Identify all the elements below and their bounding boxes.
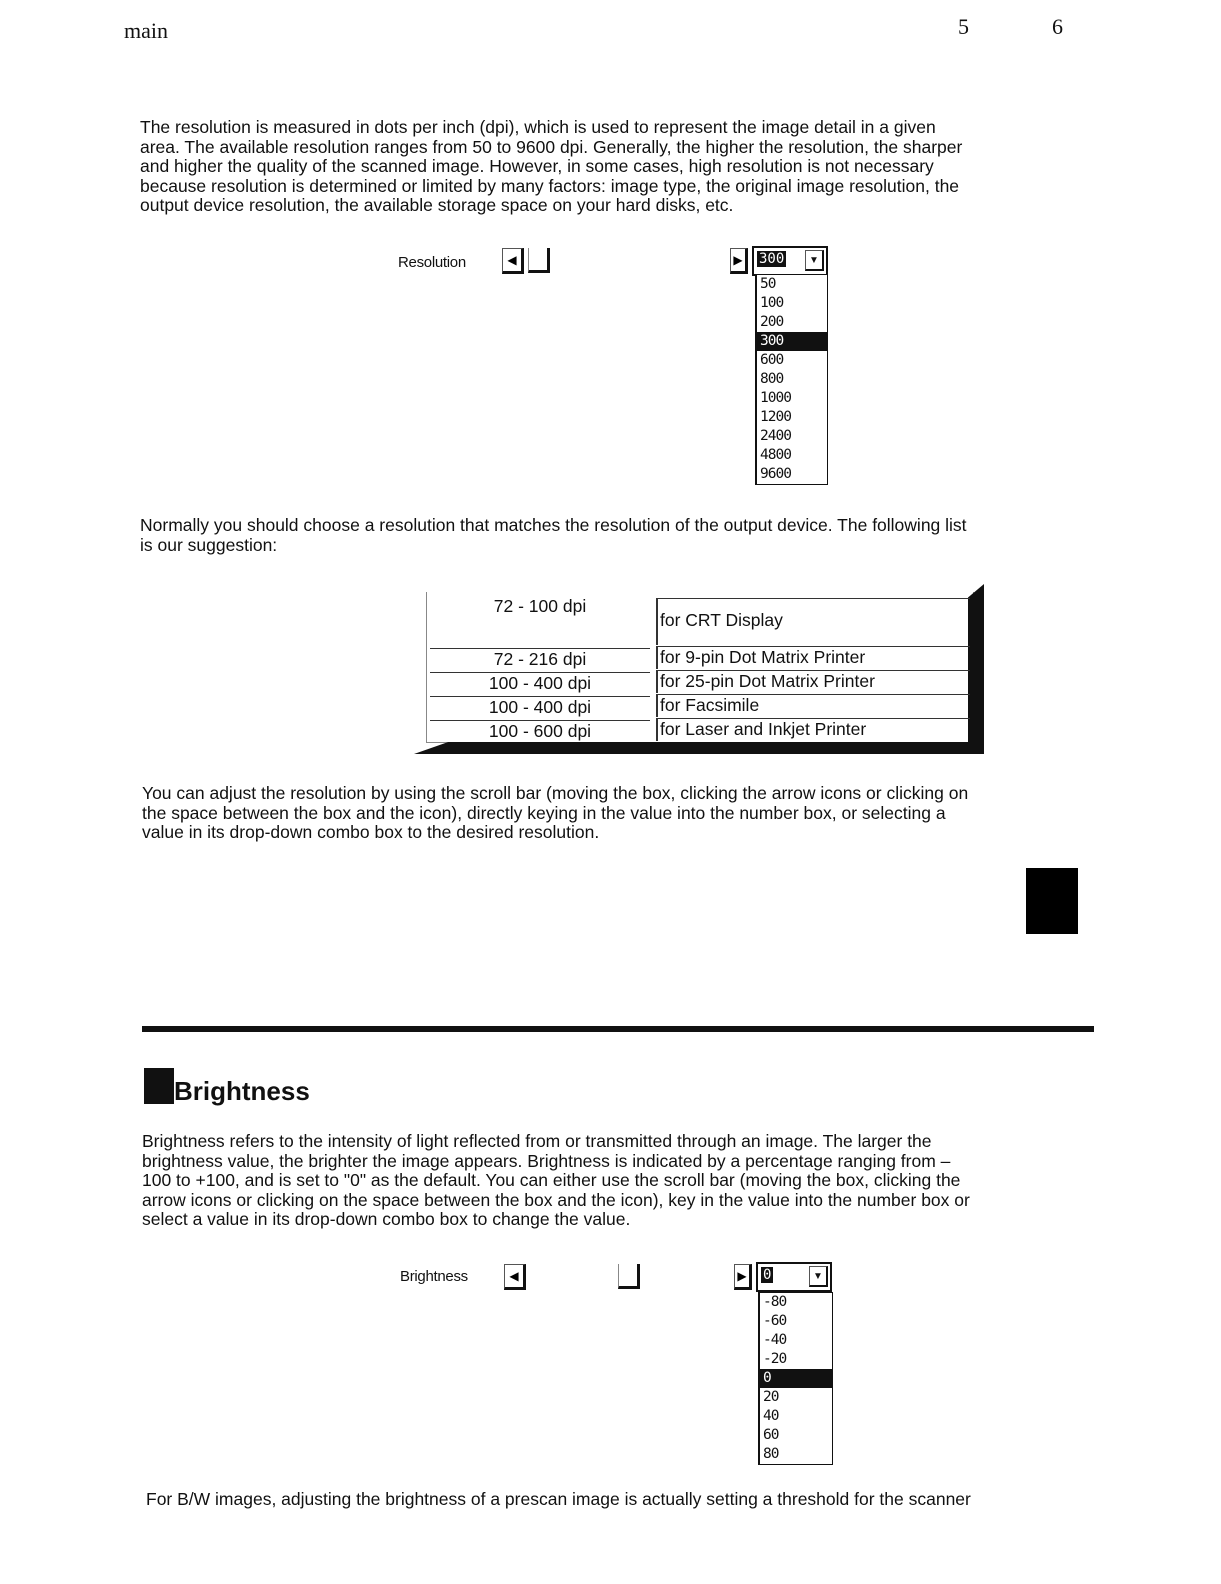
text-line: Brightness refers to the intensity of light reflected from or transmitted through an image. The larger the — [142, 1131, 932, 1151]
brightness-label: Brightness — [400, 1268, 468, 1285]
table-cell-range: 100 - 400 dpi — [430, 696, 650, 719]
brightness-option[interactable]: -60 — [763, 1313, 787, 1329]
bw-threshold-paragraph: For B/W images, adjusting the brightness of a prescan image is actually setting a threshold for the scanner — [146, 1489, 971, 1509]
resolution-option[interactable]: 200 — [760, 314, 784, 330]
resolution-scroll-left-button[interactable] — [502, 248, 524, 274]
table-cell-range: 72 - 100 dpi — [493, 596, 587, 616]
resolution-option[interactable]: 50 — [760, 276, 776, 292]
brightness-option[interactable]: -40 — [763, 1332, 787, 1348]
brightness-options-list — [758, 1292, 833, 1465]
table-shadow-right — [968, 584, 984, 752]
brightness-option[interactable]: 80 — [763, 1446, 779, 1462]
resolution-label: Resolution — [398, 254, 466, 271]
resolution-option[interactable]: 4800 — [760, 447, 791, 463]
table-cell-use: for CRT Display — [656, 598, 970, 645]
table-cell-range: 100 - 600 dpi — [430, 720, 650, 743]
left-arrow-icon: ◀ — [509, 1269, 519, 1283]
resolution-intro-paragraph — [140, 118, 1100, 216]
text-line: Normally you should choose a resolution that matches the resolution of the output device. The following list — [140, 515, 967, 535]
resolution-control — [396, 244, 836, 494]
text-line: brightness value, the brighter the image appears. Brightness is indicated by a percentage ranging from – — [142, 1150, 951, 1171]
table-cell-use: for 9-pin Dot Matrix Printer — [656, 646, 970, 669]
table-cell-use: for 25-pin Dot Matrix Printer — [656, 670, 970, 693]
right-arrow-icon: ▶ — [737, 1269, 747, 1283]
text-line: The resolution is measured in dots per inch (dpi), which is used to represent the image detail in a given — [140, 117, 936, 137]
section-bullet-square — [144, 1068, 174, 1104]
table-shadow-bottom — [414, 742, 984, 754]
text-line: value in its drop-down combo box to the desired resolution. — [142, 822, 600, 842]
resolution-option[interactable]: 2400 — [760, 428, 791, 444]
text-line: is our suggestion: — [140, 534, 278, 555]
running-header: main — [124, 18, 168, 43]
text-line: because resolution is determined or limited by many factors: image type, the original image resolution, the — [140, 175, 960, 196]
brightness-scroll-right-button[interactable] — [734, 1264, 752, 1290]
resolution-option[interactable]: 800 — [760, 371, 784, 387]
brightness-value-field[interactable]: 0 — [763, 1267, 772, 1283]
table-cell-use: for Laser and Inkjet Printer — [656, 718, 970, 741]
brightness-paragraph — [142, 1132, 1102, 1230]
brightness-option-selected[interactable]: 0 — [760, 1369, 832, 1388]
brightness-option[interactable]: -80 — [763, 1294, 787, 1310]
text-line: You can adjust the resolution by using the scroll bar (moving the box, clicking the arrow icons or clicking on — [142, 783, 969, 803]
table-cell-range: 72 - 216 dpi — [430, 648, 650, 671]
brightness-control — [398, 1260, 838, 1470]
right-arrow-icon: ▶ — [733, 253, 743, 267]
page-number-left: 5 — [958, 14, 969, 39]
section-title: Brightness — [174, 1076, 310, 1106]
brightness-option[interactable]: -20 — [763, 1351, 787, 1367]
text-line: 100 to +100, and is set to "0" as the default. You can either use the scroll bar (moving the box, clicking the — [142, 1170, 961, 1190]
resolution-option[interactable]: 100 — [760, 295, 784, 311]
section-divider — [142, 1026, 1094, 1032]
resolution-options-list — [755, 274, 828, 485]
text-line: and higher the quality of the scanned image. However, in some cases, high resolution is not necessary — [140, 156, 934, 176]
brightness-scroll-thumb[interactable] — [618, 1264, 640, 1289]
resolution-option[interactable]: 600 — [760, 352, 784, 368]
resolution-combo-box[interactable] — [752, 246, 828, 276]
adjust-resolution-paragraph — [142, 784, 1102, 843]
page-number-right: 6 — [1052, 14, 1063, 39]
dpi-suggestion-table — [426, 584, 986, 760]
text-line: area. The available resolution ranges from 50 to 9600 dpi. Generally, the higher the resolution, the sharper — [140, 136, 963, 157]
table-cell-range: 100 - 400 dpi — [430, 672, 650, 695]
resolution-value-field[interactable]: 300 — [759, 251, 785, 267]
text-line: output device resolution, the available storage space on your hard disks, etc. — [140, 195, 734, 215]
suggestion-paragraph — [140, 516, 1100, 555]
resolution-option[interactable]: 1000 — [760, 390, 791, 406]
brightness-option[interactable]: 60 — [763, 1427, 779, 1443]
text-line: select a value in its drop-down combo box to change the value. — [142, 1209, 631, 1229]
brightness-option[interactable]: 20 — [763, 1389, 779, 1405]
brightness-combo-box[interactable] — [756, 1262, 832, 1292]
resolution-scroll-thumb[interactable] — [528, 248, 550, 273]
brightness-scroll-left-button[interactable] — [504, 1264, 526, 1290]
text-line: the space between the box and the icon), directly keying in the value into the number box, or selecting a — [142, 802, 946, 823]
dropdown-arrow-icon[interactable]: ▼ — [805, 250, 824, 271]
table-cell-use: for Facsimile — [656, 694, 970, 717]
resolution-option-selected[interactable]: 300 — [757, 332, 827, 351]
brightness-option[interactable]: 40 — [763, 1408, 779, 1424]
left-arrow-icon: ◀ — [507, 253, 517, 267]
chapter-tab-marker — [1026, 868, 1078, 934]
resolution-option[interactable]: 1200 — [760, 409, 791, 425]
resolution-scroll-right-button[interactable] — [730, 248, 748, 274]
resolution-option[interactable]: 9600 — [760, 466, 791, 482]
text-line: arrow icons or clicking on the space between the box and the icon), key in the value into the number box or — [142, 1189, 970, 1210]
dropdown-arrow-icon[interactable]: ▼ — [809, 1266, 828, 1287]
